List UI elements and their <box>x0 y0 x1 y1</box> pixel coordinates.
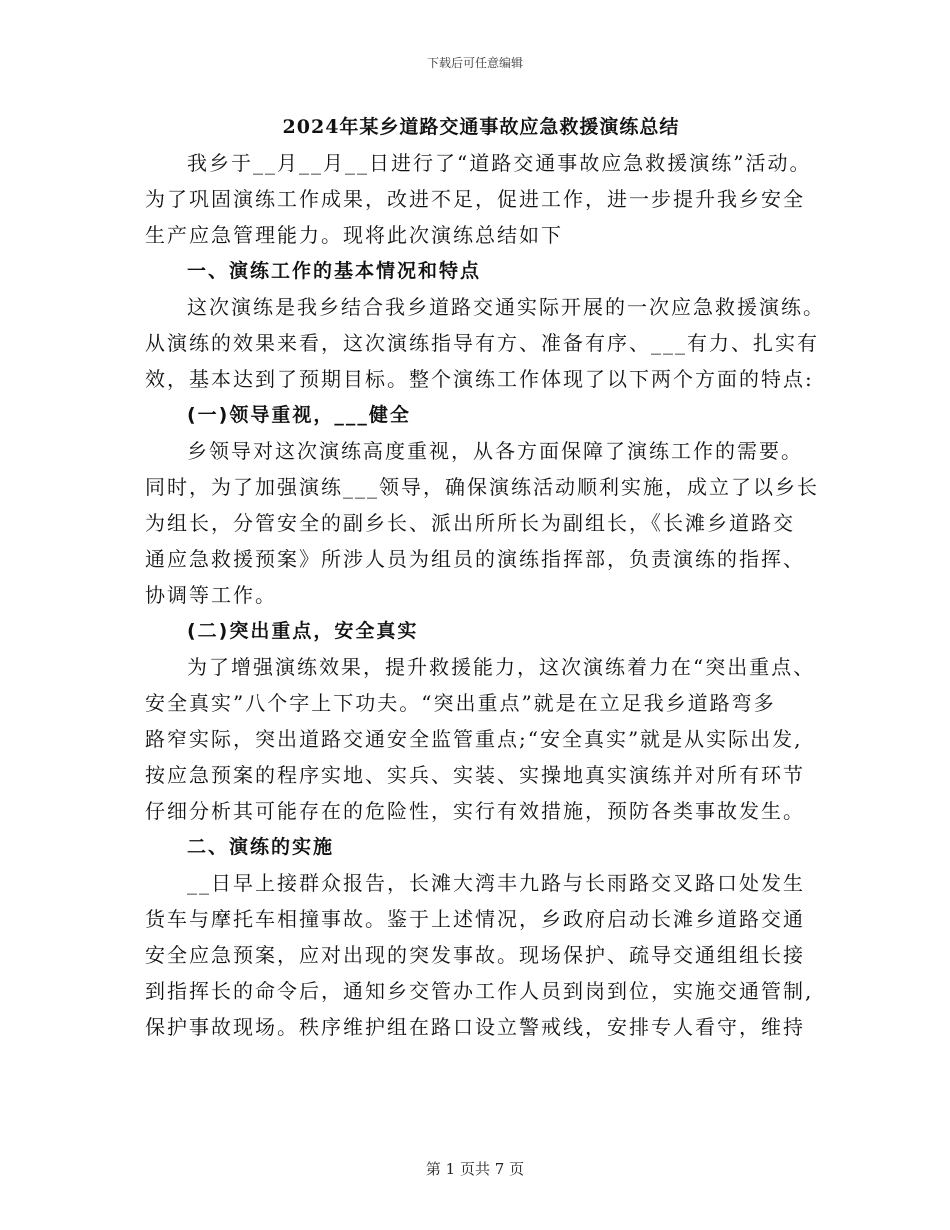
text-line: 安全应急预案，应对出现的突发事故。现场保护、疏导交通组组长接 <box>145 943 805 967</box>
text-line: 为了巩固演练工作成果，改进不足，促进工作，进一步提升我乡安全 <box>145 187 805 211</box>
text-line: 为组长，分管安全的副乡长、派出所所长为副组长，《长滩乡道路交 <box>145 511 795 535</box>
document-title: 2024年某乡道路交通事故应急救援演练总结 <box>282 116 680 138</box>
text-line: 效，基本达到了预期目标。整个演练工作体现了以下两个方面的特点: <box>145 367 814 391</box>
text-line: 乡领导对这次演练高度重视，从各方面保障了演练工作的需要。 <box>187 439 803 463</box>
section-heading: (二)突出重点，安全真实 <box>187 620 419 642</box>
text-line: 仔细分析其可能存在的危险性，实行有效措施，预防各类事故发生。 <box>145 799 805 823</box>
text-line: 这次演练是我乡结合我乡道路交通实际开展的一次应急救援演练。 <box>187 295 825 319</box>
page-header: 下载后可任意编辑 <box>426 56 523 70</box>
paragraph-lines <box>145 145 825 1045</box>
text-line: 同时，为了加强演练___领导，确保演练活动顺利实施，成立了以乡长 <box>145 475 819 499</box>
text-line: 通应急救援预案》所涉人员为组员的演练指挥部，负责演练的指挥、 <box>145 547 805 571</box>
text-line: 到指挥长的命令后，通知乡交管办工作人员到岗到位，实施交通管制, <box>145 979 814 1003</box>
text-line: 按应急预案的程序实地、实兵、实装、实操地真实演练并对所有环节 <box>145 763 805 787</box>
document-body <box>145 109 825 1045</box>
page-footer: 第 1 页共 7 页 <box>425 1160 525 1178</box>
section-heading: (一)领导重视，___健全 <box>187 404 411 426</box>
section-heading: 二、演练的实施 <box>187 836 335 858</box>
text-line: 生产应急管理能力。现将此次演练总结如下 <box>145 223 563 247</box>
text-line: 路窄实际，突出道路交通安全监管重点;“安全真实”就是从实际出发, <box>145 727 803 751</box>
text-line: 保护事故现场。秩序维护组在路口设立警戒线，安排专人看守，维持 <box>145 1015 805 1039</box>
section-heading: 一、演练工作的基本情况和特点 <box>187 260 482 282</box>
text-line: 安全真实”八个字上下功夫。“突出重点”就是在立足我乡道路弯多 <box>145 691 776 715</box>
text-line: 协调等工作。 <box>145 583 277 607</box>
text-line: 从演练的效果来看，这次演练指导有方、准备有序、___有力、扎实有 <box>145 331 819 355</box>
text-line: 为了增强演练效果，提升救援能力，这次演练着力在“突出重点、 <box>187 655 816 679</box>
text-line: 我乡于__月__月__日进行了“道路交通事故应急救援演练”活动。 <box>187 151 812 175</box>
text-line: __日早上接群众报告，长滩大湾丰九路与长雨路交叉路口处发生 <box>187 871 805 895</box>
text-line: 货车与摩托车相撞事故。鉴于上述情况，乡政府启动长滩乡道路交通 <box>145 907 805 931</box>
